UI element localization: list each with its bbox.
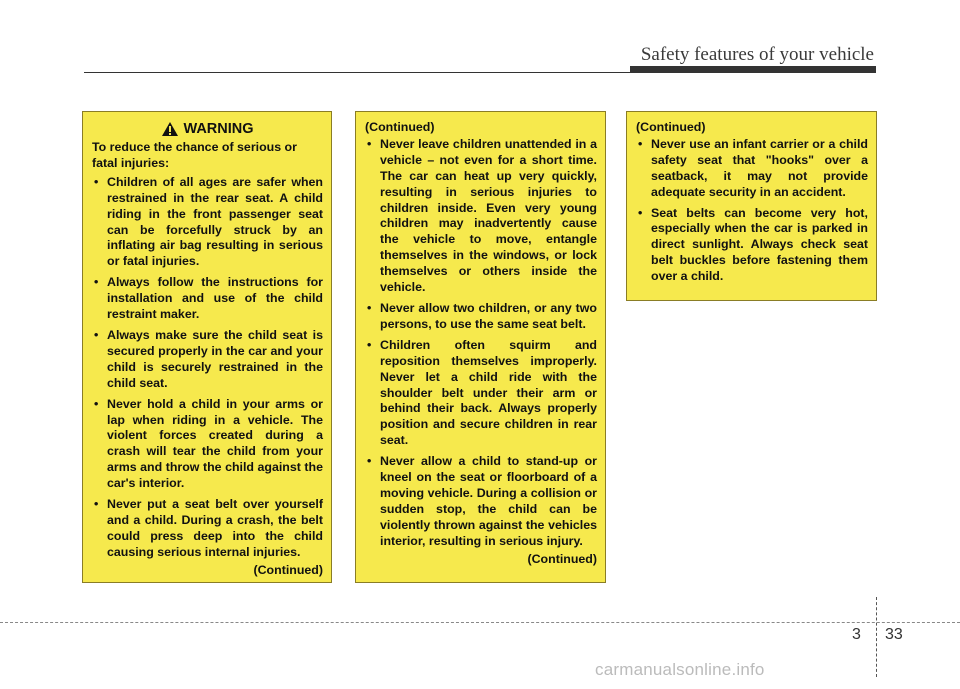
list-item: • Seat belts can become very hot, especially when the car is parked in direct sunlight. Always check seat belt buckles before fastening them over a child. — [636, 206, 868, 286]
list-item: • Always make sure the child seat is secured properly in the car and your child is securely restrained in the child seat. — [92, 328, 323, 392]
list-item: • Never put a seat belt over yourself and a child. During a crash, the belt could press deep into the child causing serious internal injuries. — [92, 497, 323, 561]
warning-list-2 — [365, 137, 597, 550]
list-item: • Never use an infant carrier or a child safety seat that "hooks" over a seatback, it may not provide adequate security in an accident. — [636, 137, 868, 201]
warning-list-3 — [636, 137, 868, 285]
list-item: • Children often squirm and reposition themselves improperly. Never let a child ride with the shoulder belt under their arm or behind their back. Always properly position and secure children in rear seat. — [365, 338, 597, 449]
warning-box-1 — [82, 111, 332, 583]
list-item: • Never allow two children, or any two persons, to use the same seat belt. — [365, 301, 597, 333]
warning-heading-label: WARNING — [183, 121, 254, 137]
continued-label: (Continued) — [527, 551, 597, 566]
chapter-number: 3 — [852, 626, 861, 643]
warning-triangle-icon — [161, 121, 179, 137]
watermark: carmanualsonline.info — [595, 660, 765, 679]
warning-box-3 — [626, 111, 877, 301]
warning-box-2 — [355, 111, 606, 583]
continued-heading: (Continued) — [365, 120, 435, 134]
list-item: • Children of all ages are safer when restrained in the rear seat. A child riding in the front passenger seat can be forcefully struck by an inflating air bag resulting in serious or fatal injuries. — [92, 175, 323, 270]
header-rule-accent — [630, 66, 876, 72]
list-item: • Always follow the instructions for installation and use of the child restraint maker. — [92, 275, 323, 323]
list-item: • Never leave children unattended in a vehicle – not even for a short time. The car can heat up very quickly, resulting in serious injuries to children inside. Even very young children may inadvertently cause the vehicle to move, entangle themselves in the windows, or lock themselves or others inside the vehicle. — [365, 137, 597, 296]
header-rule — [84, 72, 876, 73]
warning-intro: To reduce the chance of serious or fatal injuries: — [92, 140, 297, 170]
continued-heading: (Continued) — [636, 120, 706, 134]
continued-label: (Continued) — [253, 562, 323, 577]
warning-heading — [92, 120, 323, 138]
warning-list-1 — [92, 175, 323, 561]
footer-rule — [0, 622, 960, 623]
page-divider — [876, 597, 877, 677]
list-item: • Never hold a child in your arms or lap when riding in a vehicle. The violent forces created during a crash will tear the child from your arms and throw the child against the car's interior. — [92, 397, 323, 492]
page-number: 33 — [885, 626, 903, 643]
list-item: • Never allow a child to stand-up or kneel on the seat or floorboard of a moving vehicle. During a collision or sudden stop, the child can be violently thrown against the vehicles interior, resulting in serious injury. — [365, 454, 597, 549]
page-header-title: Safety features of your vehicle — [640, 44, 874, 65]
